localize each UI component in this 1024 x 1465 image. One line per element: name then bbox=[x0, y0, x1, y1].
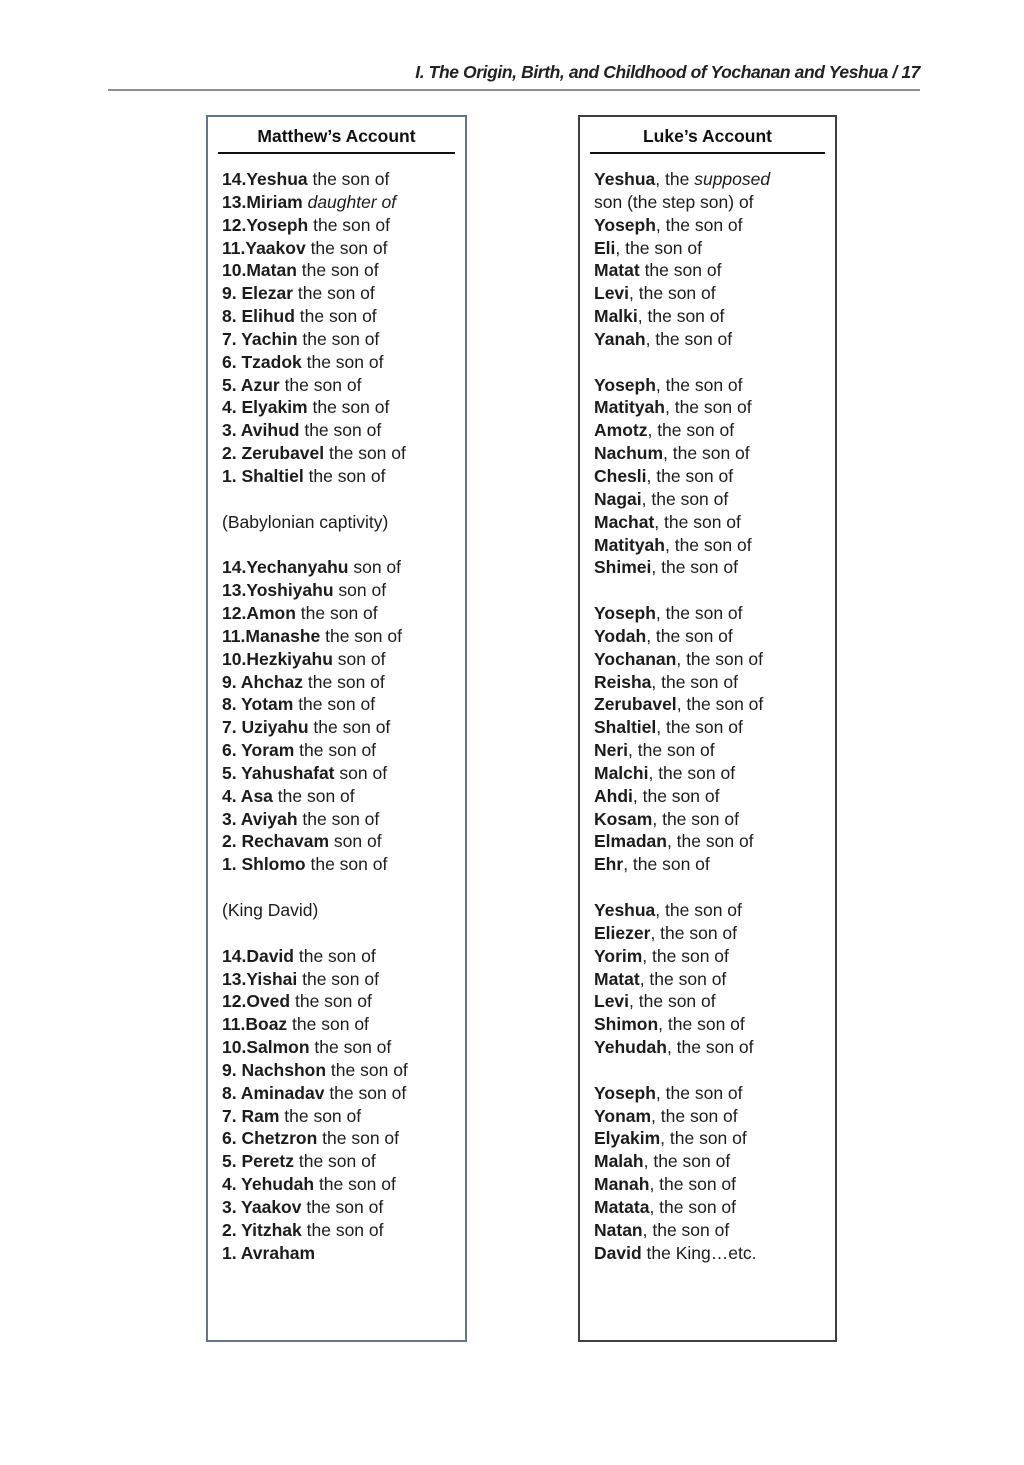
blank-line bbox=[594, 1059, 831, 1082]
genealogy-line: Matityah, the son of bbox=[594, 534, 752, 555]
genealogy-line: Yehudah, the son of bbox=[594, 1037, 754, 1058]
genealogy-line: Yoseph, the son of bbox=[594, 1082, 743, 1103]
blank-line bbox=[594, 876, 831, 899]
genealogy-line: 2. Zerubavel the son of bbox=[222, 443, 406, 464]
genealogy-line: 6. Chetzron the son of bbox=[222, 1128, 400, 1149]
genealogy-line: 5. Yahushafat son of bbox=[222, 762, 388, 783]
genealogy-line: Zerubavel, the son of bbox=[594, 694, 764, 715]
header-rule bbox=[108, 89, 920, 91]
genealogy-line: Levi, the son of bbox=[594, 991, 716, 1012]
genealogy-line: 4. Elyakim the son of bbox=[222, 397, 390, 418]
genealogy-line: 3. Yaakov the son of bbox=[222, 1196, 384, 1217]
genealogy-line: Matityah, the son of bbox=[594, 397, 752, 418]
blank-line bbox=[594, 351, 831, 374]
genealogy-line: 2. Yitzhak the son of bbox=[222, 1219, 384, 1240]
genealogy-line: 11.Manashe the son of bbox=[222, 625, 402, 646]
matthew-account-box bbox=[206, 115, 467, 1342]
genealogy-line: Eli, the son of bbox=[594, 237, 702, 258]
genealogy-line: Matat the son of bbox=[594, 260, 722, 281]
genealogy-line: Yanah, the son of bbox=[594, 328, 733, 349]
matthew-account-title: Matthew’s Account bbox=[218, 126, 455, 154]
genealogy-line: Elmadan, the son of bbox=[594, 831, 754, 852]
genealogy-line: Yoseph, the son of bbox=[594, 214, 743, 235]
genealogy-line: 5. Azur the son of bbox=[222, 374, 362, 395]
genealogy-line: 8. Elihud the son of bbox=[222, 306, 377, 327]
genealogy-line: Malah, the son of bbox=[594, 1151, 731, 1172]
genealogy-line: 12.Yoseph the son of bbox=[222, 214, 390, 235]
genealogy-line: 10.Salmon the son of bbox=[222, 1037, 392, 1058]
genealogy-line: 13.Yoshiyahu son of bbox=[222, 580, 387, 601]
matthew-genealogy-list bbox=[208, 168, 465, 1265]
genealogy-line: 10.Hezkiyahu son of bbox=[222, 648, 386, 669]
genealogy-line: 12.Oved the son of bbox=[222, 991, 372, 1012]
genealogy-line: Yorim, the son of bbox=[594, 945, 729, 966]
genealogy-line: Eliezer, the son of bbox=[594, 922, 738, 943]
genealogy-line: Matat, the son of bbox=[594, 968, 727, 989]
genealogy-line: Yochanan, the son of bbox=[594, 648, 763, 669]
genealogy-line: Yoseph, the son of bbox=[594, 374, 743, 395]
genealogy-line: 9. Ahchaz the son of bbox=[222, 671, 385, 692]
genealogy-line: 14.Yeshua the son of bbox=[222, 169, 390, 189]
genealogy-line: 14.Yechanyahu son of bbox=[222, 557, 402, 578]
genealogy-line: 6. Yoram the son of bbox=[222, 740, 377, 761]
genealogy-line: Nachum, the son of bbox=[594, 443, 750, 464]
genealogy-line: 3. Avihud the son of bbox=[222, 420, 382, 441]
genealogy-line: Yonam, the son of bbox=[594, 1105, 738, 1126]
genealogy-line: 1. Shaltiel the son of bbox=[222, 465, 386, 486]
genealogy-line: Malki, the son of bbox=[594, 306, 725, 327]
genealogy-line: 5. Peretz the son of bbox=[222, 1151, 376, 1172]
genealogy-line: David the King…etc. bbox=[594, 1242, 757, 1263]
genealogy-line: Natan, the son of bbox=[594, 1219, 730, 1240]
genealogy-line: 8. Aminadav the son of bbox=[222, 1082, 407, 1103]
genealogy-line: son (the step son) of bbox=[594, 191, 754, 212]
genealogy-line: 14.David the son of bbox=[222, 945, 376, 966]
genealogy-line: Shaltiel, the son of bbox=[594, 717, 743, 738]
genealogy-line: 11.Yaakov the son of bbox=[222, 237, 388, 258]
genealogy-line: Shimei, the son of bbox=[594, 557, 738, 578]
genealogy-line: 9. Elezar the son of bbox=[222, 283, 375, 304]
blank-line bbox=[222, 876, 461, 899]
genealogy-line: 8. Yotam the son of bbox=[222, 694, 376, 715]
genealogy-line: Yeshua, the son of bbox=[594, 900, 742, 920]
genealogy-line: 12.Amon the son of bbox=[222, 603, 378, 624]
genealogy-line: Chesli, the son of bbox=[594, 465, 734, 486]
genealogy-line: Machat, the son of bbox=[594, 511, 741, 532]
genealogy-line: Elyakim, the son of bbox=[594, 1128, 747, 1149]
luke-account-box bbox=[578, 115, 837, 1342]
genealogy-line: 10.Matan the son of bbox=[222, 260, 379, 281]
genealogy-line: 6. Tzadok the son of bbox=[222, 351, 384, 372]
genealogy-line: Matata, the son of bbox=[594, 1196, 737, 1217]
genealogy-line: 9. Nachshon the son of bbox=[222, 1059, 408, 1080]
genealogy-line: Reisha, the son of bbox=[594, 671, 738, 692]
genealogy-line: 7. Uziyahu the son of bbox=[222, 717, 391, 738]
genealogy-line: (Babylonian captivity) bbox=[222, 511, 389, 532]
genealogy-line: Nagai, the son of bbox=[594, 488, 729, 509]
blank-line bbox=[222, 922, 461, 945]
luke-genealogy-list bbox=[580, 168, 835, 1265]
genealogy-line: 11.Boaz the son of bbox=[222, 1014, 369, 1035]
genealogy-line: 13.Miriam daughter of bbox=[222, 191, 397, 212]
blank-line bbox=[222, 488, 461, 511]
genealogy-line: Manah, the son of bbox=[594, 1174, 737, 1195]
genealogy-line: 7. Ram the son of bbox=[222, 1105, 362, 1126]
luke-account-title: Luke’s Account bbox=[590, 126, 825, 154]
blank-line bbox=[222, 534, 461, 557]
blank-line bbox=[594, 579, 831, 602]
genealogy-line: Neri, the son of bbox=[594, 740, 715, 761]
genealogy-line: 7. Yachin the son of bbox=[222, 328, 380, 349]
genealogy-line: 13.Yishai the son of bbox=[222, 968, 379, 989]
genealogy-line: Yodah, the son of bbox=[594, 625, 733, 646]
genealogy-line: Amotz, the son of bbox=[594, 420, 735, 441]
genealogy-line: Shimon, the son of bbox=[594, 1014, 745, 1035]
genealogy-line: 1. Shlomo the son of bbox=[222, 854, 388, 875]
genealogy-line: 2. Rechavam son of bbox=[222, 831, 382, 852]
genealogy-line: Levi, the son of bbox=[594, 283, 716, 304]
running-header: I. The Origin, Birth, and Childhood of Yochanan and Yeshua / 17 bbox=[415, 62, 920, 82]
genealogy-line: Malchi, the son of bbox=[594, 762, 736, 783]
genealogy-line: Yeshua, the supposed bbox=[594, 169, 771, 189]
genealogy-line: 1. Avraham bbox=[222, 1242, 316, 1263]
genealogy-line: Yoseph, the son of bbox=[594, 603, 743, 624]
genealogy-line: 4. Asa the son of bbox=[222, 785, 355, 806]
genealogy-line: Ahdi, the son of bbox=[594, 785, 720, 806]
genealogy-line: 3. Aviyah the son of bbox=[222, 808, 380, 829]
genealogy-line: (King David) bbox=[222, 900, 319, 920]
genealogy-line: 4. Yehudah the son of bbox=[222, 1174, 396, 1195]
genealogy-line: Ehr, the son of bbox=[594, 854, 710, 875]
genealogy-line: Kosam, the son of bbox=[594, 808, 739, 829]
